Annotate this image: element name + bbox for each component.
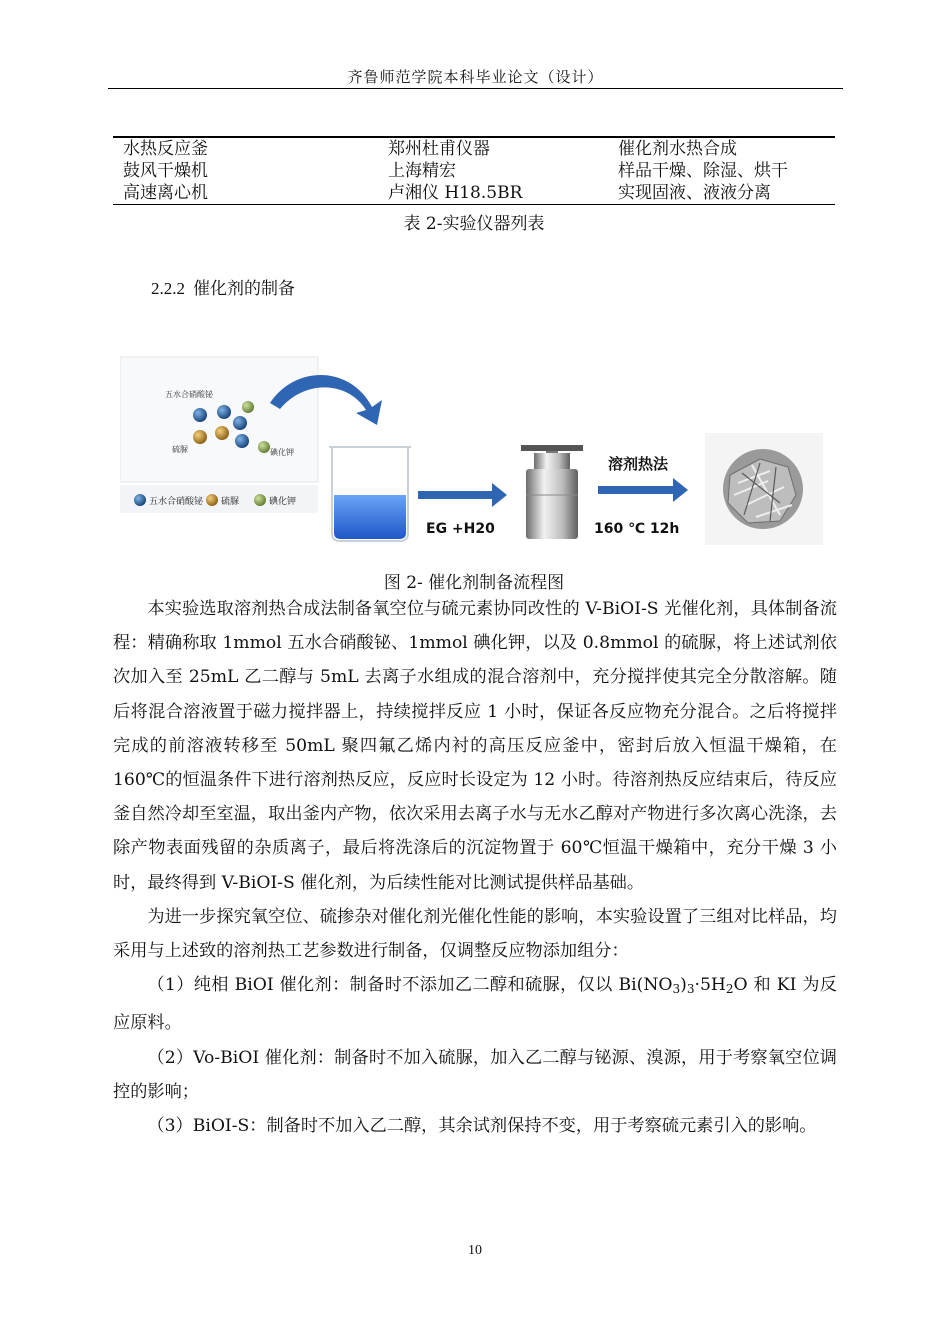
legend-swatch-ki bbox=[254, 494, 266, 506]
autoclave-icon bbox=[521, 445, 583, 539]
table-row bbox=[113, 160, 835, 182]
table-cell: 郑州杜甫仪器 bbox=[388, 139, 490, 159]
header-rule bbox=[108, 88, 843, 89]
table-cell: 卢湘仪 H18.5BR bbox=[388, 183, 523, 203]
process-arrow-icon bbox=[418, 483, 507, 507]
thiourea-sphere bbox=[193, 430, 207, 444]
table-cell: 鼓风干燥机 bbox=[123, 161, 208, 181]
bi-sphere bbox=[193, 408, 207, 422]
legend-swatch-thiourea bbox=[206, 494, 218, 506]
reagent-label-bi: 五水合硝酸铋 bbox=[165, 390, 213, 399]
legend-label-bi: 五水合硝酸铋 bbox=[149, 497, 204, 507]
legend-swatch-bi bbox=[134, 494, 146, 506]
ki-sphere bbox=[242, 401, 254, 413]
section-title: 催化剂的制备 bbox=[193, 279, 295, 299]
text-run: ) bbox=[680, 975, 687, 996]
paragraph: 为进一步探究氧空位、硫掺杂对催化剂光催化性能的影响，本实验设置了三组对比样品，均采用与上述致的溶剂热工艺参数进行制备，仅调整反应物添加组分： bbox=[113, 906, 837, 962]
subscript: 3 bbox=[672, 982, 681, 997]
subscript: 2 bbox=[725, 982, 734, 997]
table-cell: 催化剂水热合成 bbox=[618, 139, 737, 159]
reagent-label-ki: 碘化钾 bbox=[270, 448, 294, 457]
paragraph: 本实验选取溶剂热合成法制备氧空位与硫元素协同改性的 V-BiOI-S 光催化剂，具体制备流程：精确称取 1mmol 五水合硝酸铋、1mmol 碘化钾，以及 0.8mmol 的硫脲，将上述试剂依次加入至 25mL 乙二醇与 5mL 去离子水组成的混合溶剂中，充分搅拌使其完全分散溶解。随后将混合溶液置于磁力搅拌器上，持续搅拌反应 1 小时，保证各反应物充分混合。之后将搅拌完成的前溶液转移至 50mL 聚四氟乙烯内衬的高压反应釜中，密封后放入恒温干燥箱，在 160℃的恒温条件下进行溶剂热反应，反应时长设定为 12 小时。待溶剂热反应结束后，待反应釜自然冷却至室温，取出釜内产物，依次采用去离子水与无水乙醇对产物进行多次离心洗涤，去除产物表面残留的杂质离子，最后将洗涤后的沉淀物置于 60℃恒温干燥箱中，充分干燥 3 小时，最终得到 V-BiOI-S 催化剂，为后续性能对比测试提供样品基础。 bbox=[113, 599, 837, 893]
section-heading bbox=[151, 274, 295, 299]
thiourea-sphere bbox=[215, 426, 229, 440]
preparation-flow-figure bbox=[120, 355, 825, 547]
table-caption: 表 2-实验仪器列表 bbox=[403, 214, 545, 234]
text-run: ·5H bbox=[694, 975, 726, 996]
bi-sphere bbox=[235, 434, 249, 448]
text-run: （1）纯相 BiOI 催化剂：制备时不添加乙二醇和硫脲，仅以 Bi(NO bbox=[147, 975, 673, 996]
section-number: 2.2.2 bbox=[151, 279, 185, 298]
page-number: 10 bbox=[468, 1243, 482, 1258]
process-arrow-icon bbox=[598, 478, 688, 502]
legend-label-ki: 碘化钾 bbox=[269, 497, 297, 507]
instrument-table bbox=[113, 136, 835, 205]
reagent-panel bbox=[120, 357, 318, 482]
sem-micrograph-image bbox=[705, 433, 823, 545]
table-cell: 实现固液、液液分离 bbox=[618, 183, 771, 203]
table-cell: 高速离心机 bbox=[123, 183, 208, 203]
list-item: （3）BiOI-S：制备时不加入乙二醇，其余试剂保持不变，用于考察硫元素引入的影响。 bbox=[147, 1116, 817, 1137]
table-cell: 上海精宏 bbox=[388, 161, 456, 181]
legend-label-thiourea: 硫脲 bbox=[221, 497, 240, 507]
list-item: （2）Vo-BiOI 催化剂：制备时不加入硫脲，加入乙二醇与铋源、溴源，用于考察氧空位调控的影响； bbox=[113, 1047, 837, 1102]
step2-label-top: 溶剂热法 bbox=[608, 455, 669, 473]
table-row bbox=[113, 137, 835, 160]
running-header: 齐鲁师范学院本科毕业论文（设计） bbox=[347, 68, 604, 86]
table-row bbox=[113, 182, 835, 205]
step1-label: EG +H20 bbox=[426, 521, 495, 537]
subscript: 3 bbox=[686, 982, 695, 997]
bi-sphere bbox=[217, 405, 231, 419]
step2-label-bottom: 160 ℃ 12h bbox=[594, 521, 680, 537]
bi-sphere bbox=[233, 416, 247, 430]
text-run: O 和 KI 为反应原料。 bbox=[113, 975, 837, 1034]
reagent-label-thiourea: 硫脲 bbox=[172, 445, 188, 454]
list-item bbox=[113, 968, 837, 1040]
table-cell: 样品干燥、除湿、烘干 bbox=[618, 161, 788, 181]
figure-caption: 图 2- 催化剂制备流程图 bbox=[383, 573, 565, 593]
table-cell: 水热反应釜 bbox=[123, 139, 208, 159]
body-text bbox=[113, 592, 837, 1143]
beaker-icon bbox=[320, 439, 418, 547]
ki-sphere bbox=[258, 441, 270, 453]
